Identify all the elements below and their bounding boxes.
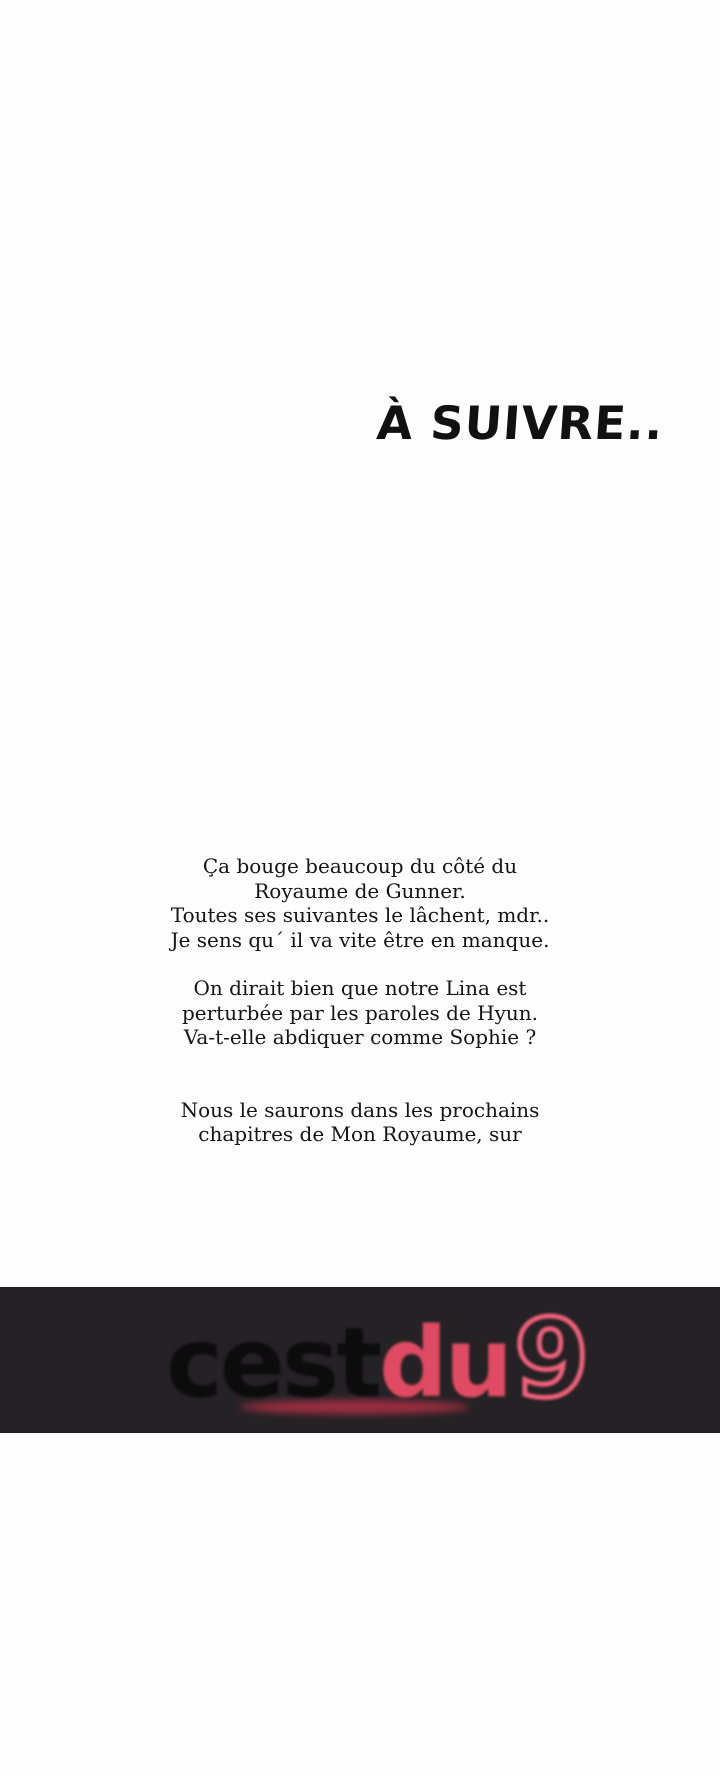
note-line: chapitres de Mon Royaume, sur — [198, 1122, 522, 1146]
note-paragraph — [0, 976, 720, 1050]
logo-text-dark: cest — [166, 1307, 380, 1419]
note-line: Nous le saurons dans les prochains — [180, 1097, 540, 1122]
to-be-continued-heading: À SUIVRE.. — [375, 396, 666, 450]
translator-note — [0, 854, 720, 1147]
logo-nine: 9 — [514, 1297, 587, 1422]
note-line: Ça bouge beaucoup du côté du — [202, 854, 518, 878]
site-logo — [166, 1297, 586, 1423]
site-banner — [0, 1287, 720, 1433]
logo-text-red: du — [379, 1307, 511, 1419]
note-line: Va-t-elle abdiquer comme Sophie ? — [183, 1025, 537, 1049]
note-paragraph — [0, 854, 720, 952]
note-line: perturbée par les paroles de Hyun. — [181, 1000, 539, 1025]
note-line: On dirait bien que notre Lina est — [193, 976, 527, 1000]
note-line: Toutes ses suivantes le lâchent, mdr.. — [170, 903, 550, 927]
note-line: Je sens qu´ il va vite être en manque. — [170, 927, 550, 952]
note-line: Royaume de Gunner. — [254, 878, 466, 903]
note-paragraph — [0, 1098, 720, 1147]
